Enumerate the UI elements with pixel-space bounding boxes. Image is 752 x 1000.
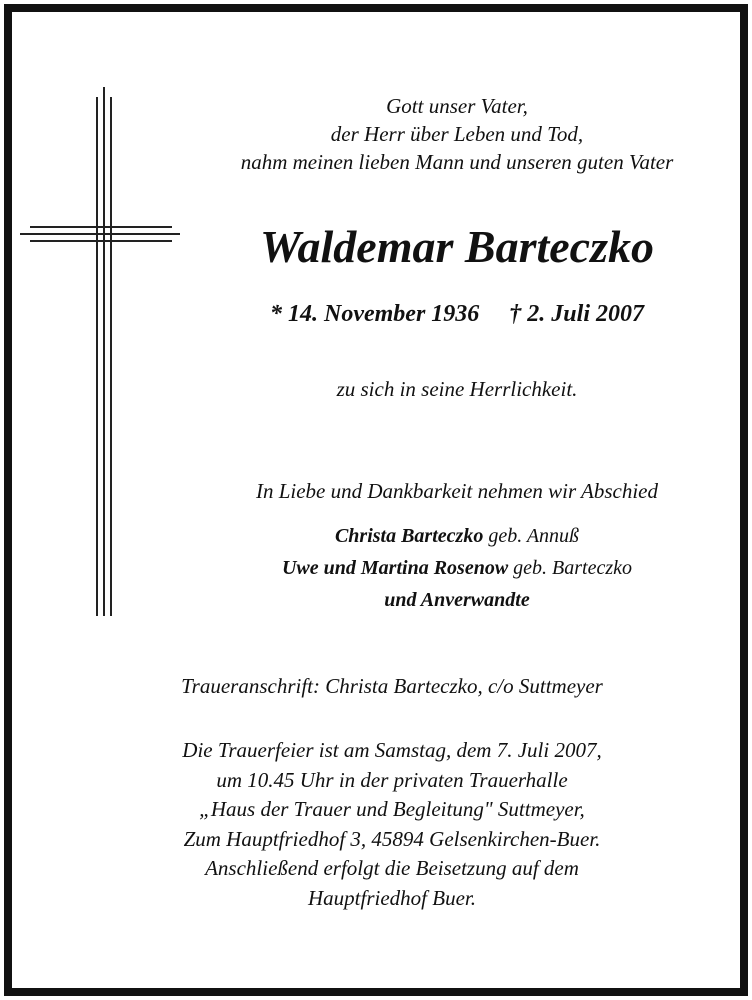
intro-line: der Herr über Leben und Tod, bbox=[330, 122, 584, 146]
funeral-line: Zum Hauptfriedhof 3, 45894 Gelsenkirchen-Buer. bbox=[183, 826, 601, 851]
family-member bbox=[172, 520, 742, 552]
life-dates bbox=[202, 297, 712, 331]
intro-text bbox=[182, 92, 732, 176]
family-member-name: und Anverwandte bbox=[384, 589, 530, 611]
death-date: † 2. Juli 2007 bbox=[509, 301, 644, 327]
family-member-name: Uwe und Martina Rosenow bbox=[281, 557, 509, 579]
family-list bbox=[172, 520, 742, 616]
herrlichkeit-text: zu sich in seine Herrlichkeit. bbox=[336, 377, 578, 401]
family-member bbox=[172, 552, 742, 584]
funeral-line: um 10.45 Uhr in der privaten Trauerhalle bbox=[216, 767, 568, 792]
family-member bbox=[172, 584, 742, 616]
trauer-anschrift: Traueranschrift: Christa Barteczko, c/o Suttmeyer bbox=[181, 674, 603, 698]
deceased-name: Waldemar Barteczko bbox=[260, 221, 654, 272]
family-member-name: Christa Barteczko bbox=[334, 525, 484, 547]
birth-date: * 14. November 1936 bbox=[270, 301, 480, 327]
farewell-text: In Liebe und Dankbarkeit nehmen wir Abschied bbox=[255, 479, 659, 503]
cross-icon bbox=[12, 12, 192, 632]
intro-line: nahm meinen lieben Mann und unseren guten Vater bbox=[240, 150, 674, 174]
funeral-line: Anschließend erfolgt die Beisetzung auf dem bbox=[205, 856, 579, 880]
intro-line: Gott unser Vater, bbox=[386, 94, 528, 118]
funeral-line: „Haus der Trauer und Begleitung" Suttmeyer, bbox=[199, 797, 585, 821]
family-member-geb: geb. Annuß bbox=[488, 525, 580, 547]
funeral-line: Hauptfriedhof Buer. bbox=[308, 885, 476, 910]
funeral-details bbox=[82, 736, 702, 913]
funeral-line: Die Trauerfeier ist am Samstag, dem 7. Juli 2007, bbox=[182, 738, 602, 762]
obituary-notice bbox=[4, 4, 748, 996]
family-member-geb: geb. Barteczko bbox=[513, 557, 633, 579]
